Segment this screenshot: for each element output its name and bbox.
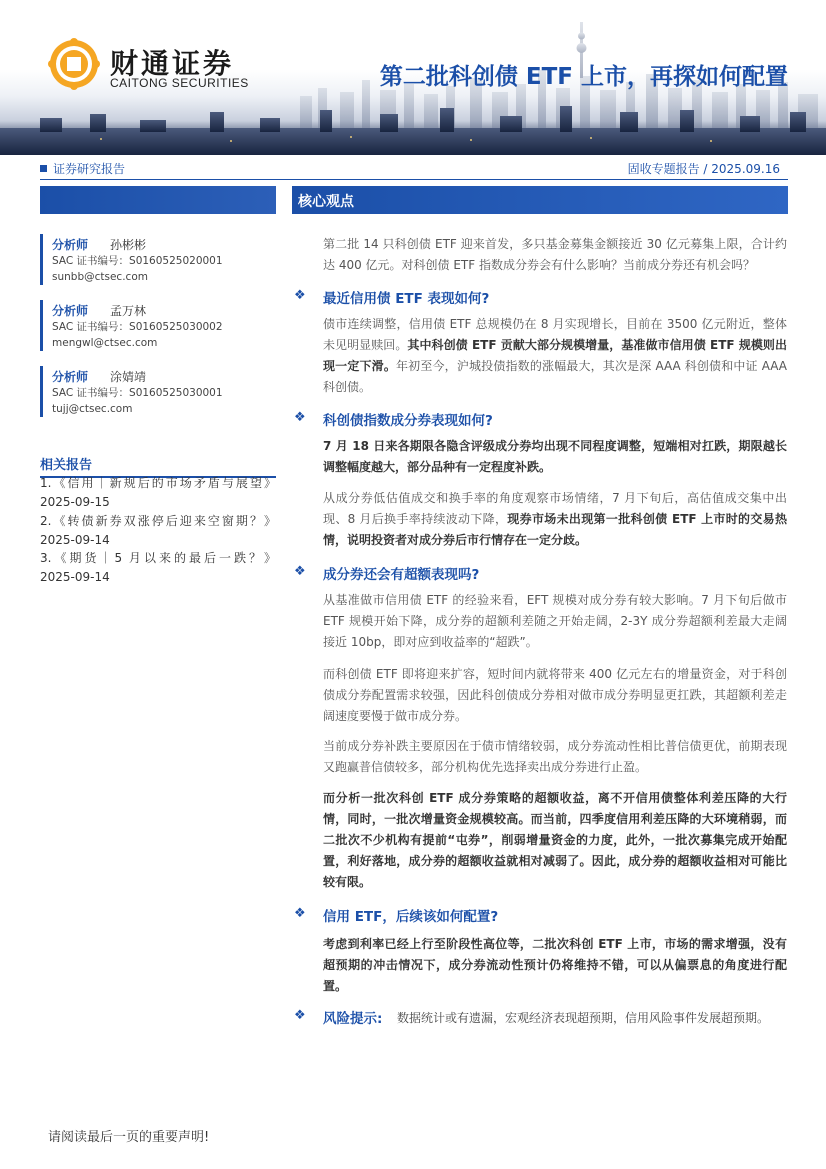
analyst-email[interactable]: sunbb@ctsec.com bbox=[52, 271, 148, 283]
section-paragraph bbox=[323, 736, 787, 778]
analyst-card bbox=[40, 234, 276, 285]
report-type bbox=[40, 160, 125, 177]
section-paragraph bbox=[323, 488, 787, 551]
disclaimer-footer: 请阅读最后一页的重要声明! bbox=[48, 1130, 210, 1145]
analyst-sac: SAC 证书编号：S0160525030002 bbox=[52, 321, 223, 333]
company-logo bbox=[48, 38, 268, 94]
analyst-name: 涂婧靖 bbox=[110, 370, 147, 384]
risk-label: 风险提示: bbox=[323, 1011, 383, 1027]
analyst-card bbox=[40, 366, 276, 417]
related-report-date: 2025-09-15 bbox=[40, 495, 110, 509]
para-text: 当前成分券补跌主要原因在于债市情绪较弱，成分券流动性相比普信债更优，前期表现又跑赢普信债较多，部分机构优先选择卖出成分券进行止盈。 bbox=[323, 739, 787, 774]
report-type-label: 证券研究报告 bbox=[53, 162, 126, 176]
analyst-role: 分析师 bbox=[52, 370, 89, 384]
diamond-bullet-icon: ❖ bbox=[294, 564, 306, 579]
section-paragraph bbox=[323, 436, 787, 478]
square-bullet-icon bbox=[40, 165, 47, 172]
diamond-bullet-icon: ❖ bbox=[294, 1008, 306, 1023]
report-category-date: 固收专题报告 / 2025.09.16 bbox=[627, 162, 780, 176]
para-text: 从基准做市信用债 ETF 的经验来看，EFT 规模对成分券有较大影响。7 月下旬后做市 ETF 规模开始下降，成分券的超额利差随之开始走阔，2-3Y 成分券超额利差最大走阔接近 10bp，即对应到收益率的“超跌”。 bbox=[323, 593, 787, 649]
logo-english-text: CAITONG SECURITIES bbox=[110, 76, 249, 90]
analyst-role: 分析师 bbox=[52, 304, 89, 318]
core-view-banner bbox=[292, 186, 788, 214]
left-column-banner bbox=[40, 186, 276, 214]
section-heading bbox=[294, 408, 788, 430]
diamond-bullet-icon: ❖ bbox=[294, 410, 306, 425]
logo-chinese-text: 财通证券 bbox=[110, 47, 235, 80]
section-paragraph bbox=[323, 664, 787, 727]
risk-text: 数据统计或有遗漏，宏观经济表现超预期，信用风险事件发展超预期。 bbox=[397, 1011, 770, 1025]
analyst-sac: SAC 证书编号：S0160525020001 bbox=[52, 255, 223, 267]
para-text: 债市连续调整，信用债 ETF 总规模仍在 8 月实现增长，目前在 3500 亿元附近，整体未见明显赎回。 bbox=[323, 317, 787, 352]
section-paragraph bbox=[323, 788, 787, 893]
related-report-item[interactable] bbox=[40, 512, 276, 550]
risk-warning bbox=[294, 1007, 788, 1029]
analyst-role: 分析师 bbox=[52, 238, 89, 252]
section-heading-text: 科创债指数成分券表现如何? bbox=[323, 413, 493, 429]
analyst-name: 孙彬彬 bbox=[110, 238, 147, 252]
section-heading bbox=[294, 562, 788, 584]
para-bold-text: 而分析一批次科创 ETF 成分券策略的超额收益，离不开信用债整体利差压降的大行情，同时，一批次增量资金规模较高。而当前，四季度信用利差压降的大环境稍弱，而二批次不少机构有提前“屯券”，削弱增量资金的力度，此外，一批次募集完成开始配置，利好落地，成分券的超额收益就相对减弱了。因此，成分券的超额收益相对可能比较有限。 bbox=[323, 791, 787, 889]
section-heading bbox=[294, 286, 788, 308]
related-report-title[interactable]: 2.《转债新券双涨停后迎来空窗期？》 bbox=[40, 514, 276, 528]
analyst-email[interactable]: tujj@ctsec.com bbox=[52, 403, 133, 415]
para-text: 年初至今，沪城投债指数的涨幅最大，其次是深 AAA 科创债和中证 AAA 科创债。 bbox=[323, 359, 787, 394]
related-report-item[interactable] bbox=[40, 474, 276, 512]
para-text: 而科创债 ETF 即将迎来扩容，短时间内就将带来 400 亿元左右的增量资金，对于科创债成分券配置需求较强，因此科创债成分券相对做市成分券明显更扛跌，其超额利差走阔速度要慢于做市成分券。 bbox=[323, 667, 787, 723]
section-heading-text: 最近信用债 ETF 表现如何? bbox=[323, 291, 490, 307]
section-heading bbox=[294, 904, 788, 926]
analyst-sac: SAC 证书编号：S0160525030001 bbox=[52, 387, 223, 399]
intro-paragraph: 第二批 14 只科创债 ETF 迎来首发，多只基金募集金额接近 30 亿元募集上限，合计约达 400 亿元。对科创债 ETF 指数成分券会有什么影响？当前成分券还有机会吗？ bbox=[323, 237, 787, 272]
report-header bbox=[0, 0, 826, 155]
related-report-item[interactable] bbox=[40, 549, 276, 587]
diamond-bullet-icon: ❖ bbox=[294, 288, 306, 303]
analyst-email[interactable]: mengwl@ctsec.com bbox=[52, 337, 158, 349]
diamond-bullet-icon: ❖ bbox=[294, 906, 306, 921]
para-text: 从成分券低估值成交和换手率的角度观察市场情绪，7 月下旬后，高估值成交集中出现、8 月后换手率持续波动下降， bbox=[323, 491, 787, 526]
related-report-date: 2025-09-14 bbox=[40, 533, 110, 547]
analyst-card bbox=[40, 300, 276, 351]
related-report-title[interactable]: 3.《期货｜5 月以来的最后一跌？》 bbox=[40, 551, 276, 565]
section-paragraph bbox=[323, 934, 787, 997]
para-bold-text: 考虑到利率已经上行至阶段性高位等，二批次科创 ETF 上市，市场的需求增强，没有超预期的冲击情况下，成分券流动性预计仍将维持不错，可以从偏票息的角度进行配置。 bbox=[323, 937, 787, 993]
para-bold-text: 现券市场未出现第一批科创债 ETF 上市时的交易热情，说明投资者对成分券后市行情存在一定分歧。 bbox=[323, 512, 788, 547]
section-heading-text: 成分券还会有超额表现吗? bbox=[323, 567, 480, 583]
analyst-name: 孟万林 bbox=[110, 304, 147, 318]
related-reports-title: 相关报告 bbox=[40, 454, 276, 478]
para-bold-text: 其中科创债 ETF 贡献大部分规模增量，基准做市信用债 ETF 规模则出现一定下滑。 bbox=[323, 338, 787, 373]
section-heading-text: 信用 ETF，后续该如何配置? bbox=[323, 909, 499, 925]
core-view-title: 核心观点 bbox=[298, 194, 354, 210]
section-paragraph bbox=[323, 590, 787, 653]
para-bold-text: 7 月 18 日来各期限各隐含评级成分券均出现不同程度调整，短端相对扛跌，期限越长调整幅度越大，部分品种有一定程度补跌。 bbox=[323, 439, 787, 474]
report-title: 第二批科创债 ETF 上市，再探如何配置 bbox=[379, 64, 788, 90]
related-report-title[interactable]: 1.《信用｜新规后的市场矛盾与展望》 bbox=[40, 476, 276, 490]
related-report-date: 2025-09-14 bbox=[40, 570, 110, 584]
coin-logo-icon bbox=[48, 38, 100, 90]
section-paragraph bbox=[323, 314, 787, 398]
sub-header-bar bbox=[40, 158, 788, 180]
